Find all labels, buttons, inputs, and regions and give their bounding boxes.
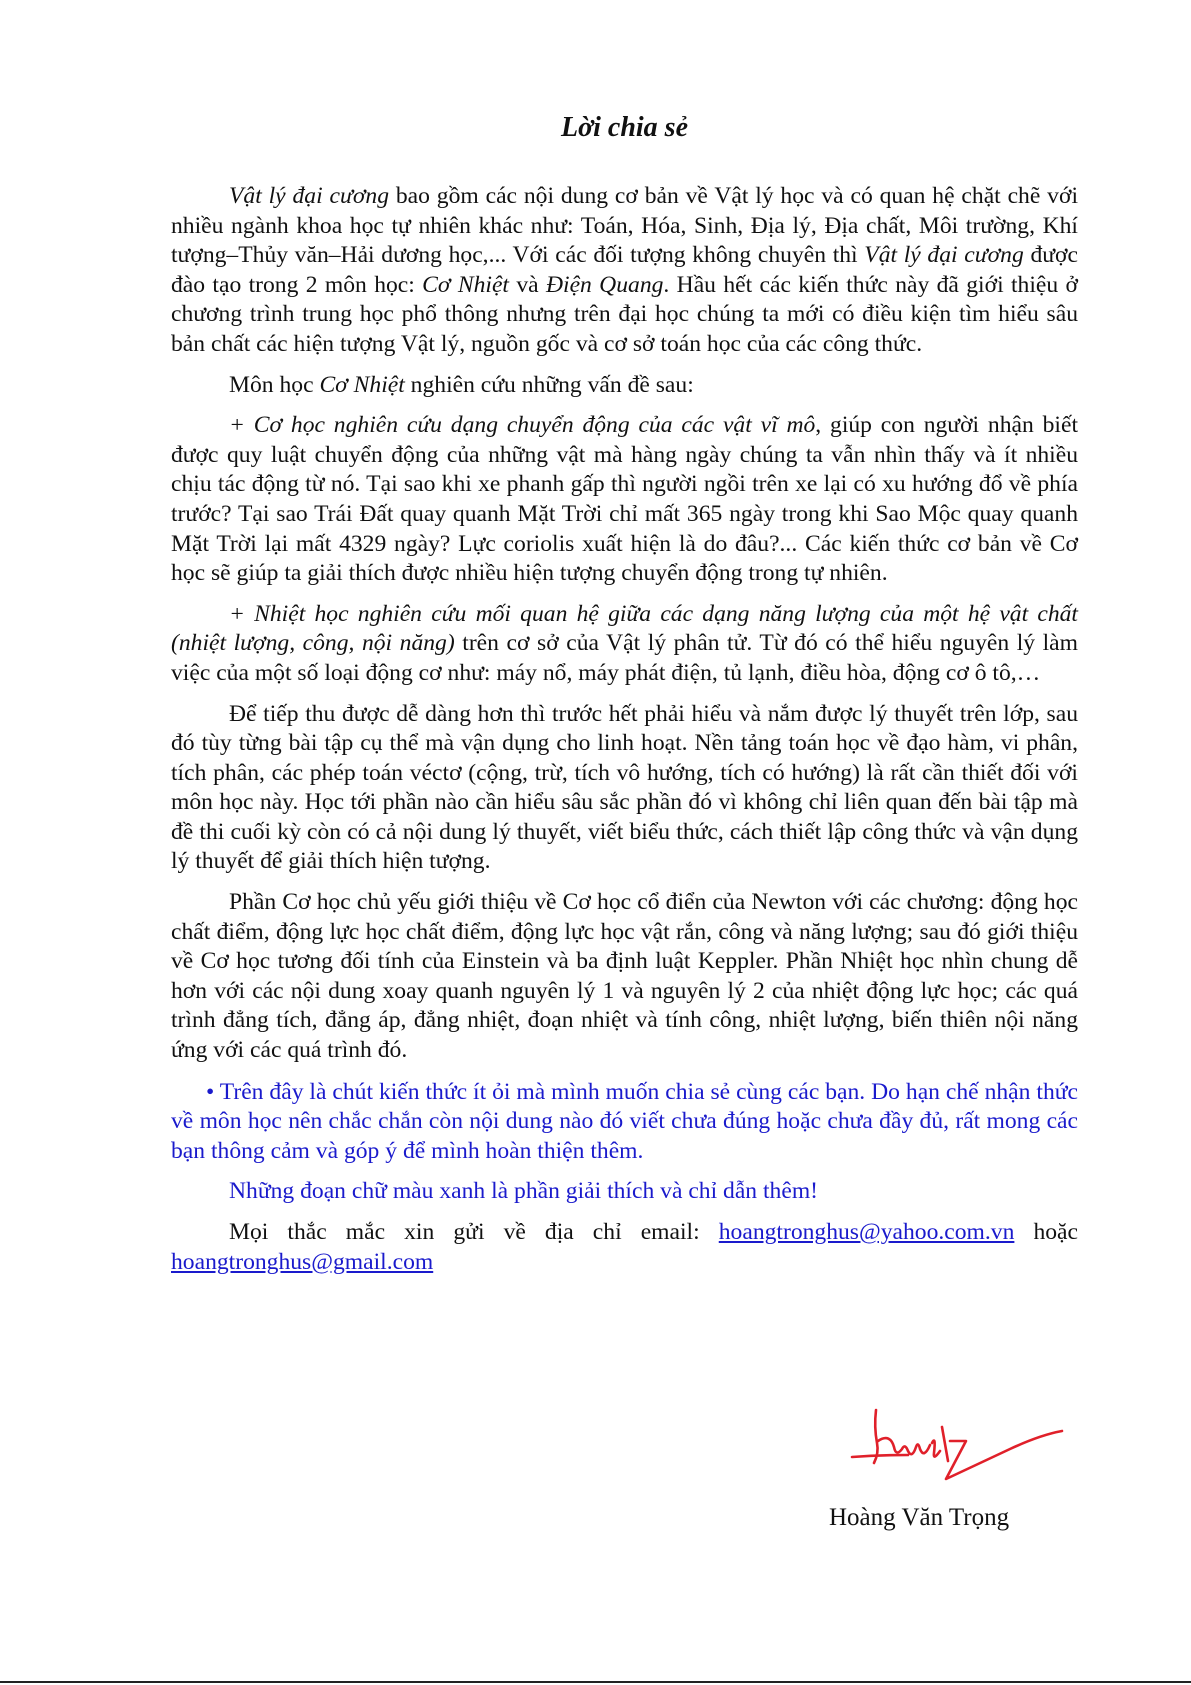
emphasis-text: Vật lý đại cương [864, 242, 1024, 269]
email-link-yahoo[interactable]: hoangtronghus@yahoo.com.vn [718, 1219, 1015, 1245]
paragraph-text: Trên đây là chút kiến thức ít ỏi mà mình muốn chia sẻ cùng các bạn. Do hạn chế nhận thức về môn học nên chắc chắn còn nội dung nào đó viết chưa đúng hoặc chưa đầy đủ, rất mong các bạn thông cảm và góp ý để mình hoàn thiện thêm. [171, 1078, 1078, 1164]
signature-stroke [932, 1441, 940, 1457]
emphasis-text: Vật lý đại cương [229, 183, 390, 209]
paragraph-text: Môn học [229, 371, 320, 398]
paragraph-intro [171, 182, 1078, 360]
paragraph-subject [171, 371, 1078, 401]
paragraph-thermodynamics [171, 600, 1078, 689]
page-title: Lời chia sẻ [560, 112, 688, 143]
emphasis-text: + Cơ học nghiên cứu dạng chuyển động của các vật vĩ mô [229, 412, 816, 439]
signature-image [850, 1405, 1070, 1495]
bottom-border-line [0, 1681, 1191, 1683]
emphasis-text: Cơ Nhiệt [422, 271, 509, 298]
emphasis-text: Cơ Nhiệt [319, 371, 405, 398]
paragraph-text: hoặc [1014, 1219, 1079, 1245]
signature-stroke [878, 1438, 930, 1454]
emphasis-text: + Nhiệt học nghiên cứu mối quan hệ giữa các dạng năng lượng của một hệ vật chất (nhiệt lượng, công, nội năng) [171, 600, 1078, 657]
emphasis-text: Điện Quang [545, 271, 664, 298]
paragraph-text: và [508, 271, 546, 298]
paragraph-note [171, 1078, 1078, 1167]
paragraph-text: bao gồm các nội dung cơ bản về Vật lý học và có quan hệ chặt chẽ với nhiều ngành khoa học tự nhiên khác như: Toán, Hóa, Sinh, Địa lý, Địa chất, Môi trường, Khí tượng–Thủy văn–Hải dương học,... Với các đối tượng không chuyên thì [171, 183, 1078, 269]
paragraph-mechanics [171, 411, 1078, 589]
paragraph-text: Mọi thắc mắc xin gửi về địa chỉ email: [229, 1219, 719, 1245]
paragraph-blue-hint: Những đoạn chữ màu xanh là phần giải thích và chỉ dẫn thêm! [229, 1178, 819, 1205]
paragraph-text: được đào tạo trong 2 môn học: [171, 242, 1078, 298]
signature-stroke [942, 1427, 948, 1461]
paragraph-text: , giúp con người nhận biết được quy luật chuyển động của những vật mà hàng ngày chúng ta vẫn nhìn thấy và ít nhiều chịu tác động từ nó. Tại sao khi xe phanh gấp thì người ngồi trên xe lại có xu hướng đổ về phía trước? Tại sao Trái Đất quay quanh Mặt Trời chỉ mất 365 ngày trong khi Sao Mộc quay quanh Mặt Trời lại mất 4329 ngày? Lực coriolis xuất hiện là do đâu?... Các kiến thức cơ bản về Cơ học sẽ giúp ta giải thích được nhiều hiện tượng chuyển động trong tự nhiên. [171, 412, 1079, 587]
bullet-icon: • [206, 1078, 215, 1105]
paragraph-contact [171, 1218, 1078, 1277]
document-body [171, 182, 1078, 1288]
paragraph-content-overview: Phần Cơ học chủ yếu giới thiệu về Cơ học cổ điển của Newton với các chương: động học chất điểm, động lực học chất điểm, động lực học vật rắn, công và năng lượng; sau đó giới thiệu về Cơ học tương đối tính của Einstein và ba định luật Keppler. Phần Nhiệt học nhìn chung dễ hơn với các nội dung xoay quanh nguyên lý 1 và nguyên lý 2 của nhiệt động lực học; các quá trình đẳng tích, đẳng áp, đẳng nhiệt, đoạn nhiệt và tính công, nhiệt lượng, biến thiên nội năng ứng với các quá trình đó. [171, 889, 1078, 1064]
paragraph-text: trên cơ sở của Vật lý phân tử. Từ đó có thể hiểu nguyên lý làm việc của một số loại động cơ như: máy nổ, máy phát điện, tủ lạnh, điều hòa, động cơ ô tô,… [171, 630, 1078, 686]
signature-stroke [946, 1431, 1062, 1479]
paragraph-text: . Hầu hết các kiến thức này đã giới thiệu ở chương trình trung học phổ thông nhưng trên đại học chúng ta mới có điều kiện tìm hiểu sâu bản chất các hiện tượng Vật lý, nguồn gốc và cơ sở toán học của các công thức. [171, 271, 1078, 357]
email-link-gmail[interactable]: hoangtronghus@gmail.com [171, 1248, 434, 1275]
signer-name: Hoàng Văn Trọng [829, 1504, 1010, 1531]
paragraph-text: nghiên cứu những vấn đề sau: [404, 371, 694, 398]
paragraph-study-advice: Để tiếp thu được dễ dàng hơn thì trước hết phải hiểu và nắm được lý thuyết trên lớp, sau đó tùy từng bài tập cụ thể mà vận dụng cho linh hoạt. Nền tảng toán học về đạo hàm, vi phân, tích phân, các phép toán véctơ (cộng, trừ, tích vô hướng, tích có hướng) là rất cần thiết đối với môn học này. Học tới phần nào cần hiểu sâu sắc phần đó vì không chỉ liên quan đến bài tập mà đề thi cuối kỳ còn có cả nội dung lý thuyết, viết biểu thức, cách thiết lập công thức và vận dụng lý thuyết để giải thích hiện tượng. [171, 700, 1078, 875]
signature-stroke [852, 1455, 908, 1457]
